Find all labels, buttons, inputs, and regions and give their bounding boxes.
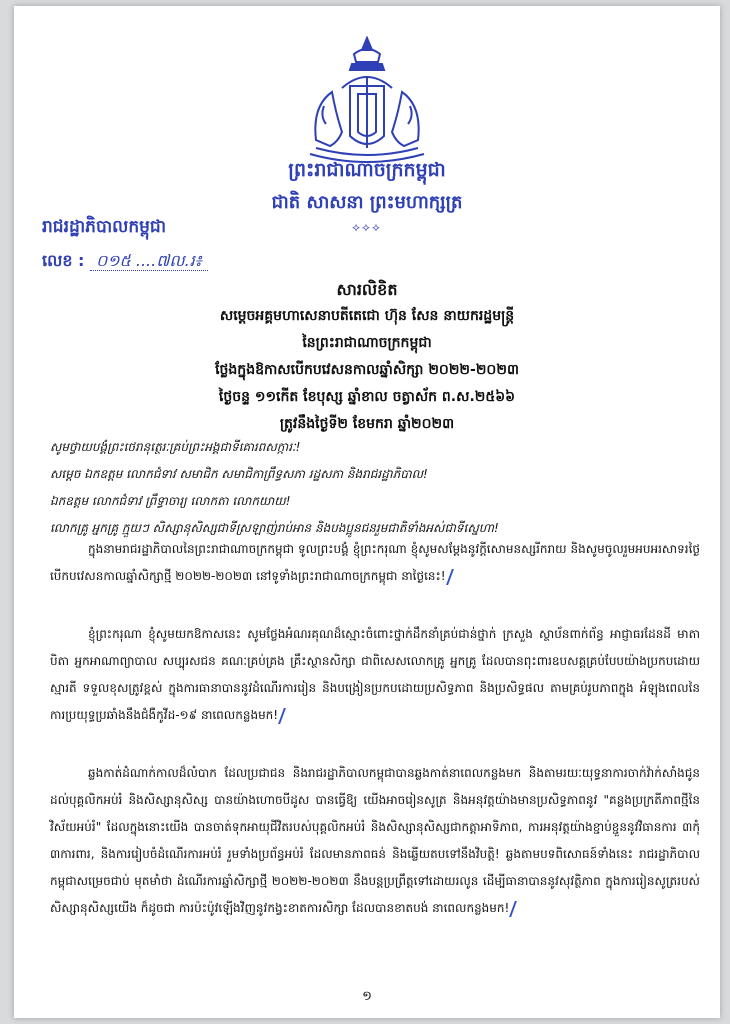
salutation-line: សូមថ្វាយបង្គំព្រះថេរានុត្ថេរៈគ្រប់ព្រះអង្គជាទីគោរពសក្ការៈ!: [50, 440, 301, 454]
salutations: [50, 434, 710, 542]
title-line: ថ្លែងក្នុងឱកាសបើកបវេសនកាលឆ្នាំសិក្សា ២០២២-២០២៣: [215, 362, 519, 378]
salutation-line: ឯកឧត្តម លោកជំទាវ ព្រឹទ្ធាចារ្យ លោកតា លោកយាយ!: [50, 494, 291, 508]
title-line: សារលិខិត: [336, 280, 398, 299]
pen-mark-icon: [509, 901, 527, 917]
paragraph-text: ខ្ញុំព្រះករុណា ខ្ញុំសូមយកឱកាសនេះ សូមថ្លែងអំណរគុណដ៏ស្មោះចំពោះថ្នាក់ដឹកនាំគ្រប់ជាន់ថ្នាក់ ក្រសួង ស្ថាប័នពាក់ព័ន្ធ អាជ្ញាធរដែនដី មាតាបិតា អ្នកអាណាព្យាបាល សប្បុរសជន គណៈគ្រប់គ្រង គ្រឹះស្ថានសិក្សា ជាពិសេសលោកគ្រូ អ្នកគ្រូ ដែលបានពុះពារឧបសគ្គគ្រប់បែបយ៉ាងប្រកបដោយស្មារតី ទទួលខុសត្រូវខ្ពស់ ក្នុងការធានាបាននូវដំណើរការរៀន និងបង្រៀនប្រកបដោយប្រសិទ្ធភាព និងប្រសិទ្ធផល តាមគ្រប់រូបភាពក្នុង អំឡុងពេលនៃការប្រយុទ្ធប្រឆាំងនឹងជំងឺកូវីដ-១៩ នាពេលកន្លងមក!: [50, 627, 700, 722]
paragraph-text: ក្នុងនាមរាជរដ្ឋាភិបាលនៃព្រះរាជាណាចក្រកម្ពុជា ទូលព្រះបង្គំ ខ្ញុំព្រះករុណា ខ្ញុំសូមសម្ដែងនូវក្ដីសោមនស្សរីករាយ និងសូមចូលរួមអបអរសាទរថ្ងៃបើកបវេសនកាលឆ្នាំសិក្សាថ្មី ២០២២-២០២៣ នៅទូទាំងព្រះរាជាណាចក្រកម្ពុជា នាថ្ងៃនេះ!: [50, 542, 700, 583]
royal-emblem-icon: [302, 36, 432, 164]
title-line: ថ្ងៃចន្ទ ១១កើត ខែបុស្ស ឆ្នាំខាល ចត្វាស័ក ព.ស.២៥៦៦: [218, 389, 516, 405]
government-name: រាជរដ្ឋាភិបាលកម្ពុជា: [42, 217, 167, 237]
ornament-divider: ⟡⟡⟡: [352, 220, 382, 234]
national-motto: ជាតិ សាសនា ព្រះមហាក្សត្រ: [271, 192, 463, 213]
pen-mark-icon: [446, 569, 464, 585]
body-paragraph-1: [50, 536, 700, 590]
paragraph-text: ឆ្លងកាត់ដំណាក់កាលដ៏លំបាក ដែលប្រជាជន និងរាជរដ្ឋាភិបាលកម្ពុជាបានឆ្លងកាត់នាពេលកន្លងមក និងតាមរយៈយុទ្ធនាការចាក់វ៉ាក់សាំងជូនដល់បុគ្គលិកអប់រំ និងសិស្សានុសិស្ស បានយ៉ាងហោចបីដូស បានធ្វើឱ្យ យើងអាចរៀនសូត្រ និងអនុវត្តយ៉ាងមានប្រសិទ្ធភាពនូវ "គន្លងប្រក្រតីភាពថ្មីនៃវិស័យអប់រំ" ដែលក្នុងនោះយើង បានចាត់ទុកអាយុជីវិតរបស់បុគ្គលិកអប់រំ និងសិស្សានុសិស្សជាកត្តាអាទិភាព, ការអនុវត្តយ៉ាងខ្ជាប់ខ្ជួននូវវិធានការ ៣កុំ ៣ការពារ, និងការរៀបចំដំណើរការអប់រំ រួមទាំងប្រព័ន្ធអប់រំ ដែលមានភាពធន់ និងឆ្លើយតបទៅនឹងវិបត្តិ! ឆ្លងតាមបទពិសោធន៍ទាំងនេះ រាជរដ្ឋាភិបាលកម្ពុជាសម្រេចជាប់ មុតមាំថា ដំណើរការឆ្នាំសិក្សាថ្មី ២០២២-២០២៣ នឹងបន្តប្រព្រឹត្តទៅដោយរលូន ដើម្បីធានាបាននូវសុវត្ថិភាព ក្នុងការរៀនសូត្ររបស់សិស្សានុសិស្សយើង ក៏ដូចជា ការប៉ះប៉ូវឡើងវិញនូវកង្វះខាតការសិក្សា ដែលបានខាតបង់ នាពេលកន្លងមក!: [50, 766, 700, 915]
reference-label: លេខ :: [42, 251, 85, 270]
letter-title: [14, 276, 720, 438]
title-line: សម្ដេចអគ្គមហាសេនាបតីតេជោ ហ៊ុន សែន នាយករដ្ឋមន្រ្តី: [219, 308, 515, 324]
kingdom-title: ព្រះរាជាណាចក្រកម្ពុជា: [288, 159, 446, 181]
document-page: [14, 6, 720, 1018]
reference-value: ០១៥ ....៧ល.រ៖: [90, 251, 208, 271]
reference-number: [42, 250, 208, 274]
body-paragraph-3: [50, 760, 700, 922]
title-line: នៃព្រះរាជាណាចក្រកម្ពុជា: [302, 335, 432, 351]
body-paragraph-2: [50, 621, 700, 729]
title-line: ត្រូវនឹងថ្ងៃទី២ ខែមករា ឆ្នាំ២០២៣: [279, 416, 455, 432]
pen-mark-icon: [278, 708, 296, 724]
salutation-line: លោកគ្រូ អ្នកគ្រូ ក្មួយៗ សិស្សានុសិស្សជាទីស្រឡាញ់រាប់អាន និងបងប្អូនជនរួមជាតិទាំងអស់ជាទីស្នេហា!: [50, 521, 499, 535]
salutation-line: សម្ដេច ឯកឧត្តម លោកជំទាវ សមាជិក សមាជិកាព្រឹទ្ធសភា រដ្ឋសភា និងរាជរដ្ឋាភិបាល!: [50, 467, 428, 481]
page-number: ១: [362, 989, 372, 1004]
